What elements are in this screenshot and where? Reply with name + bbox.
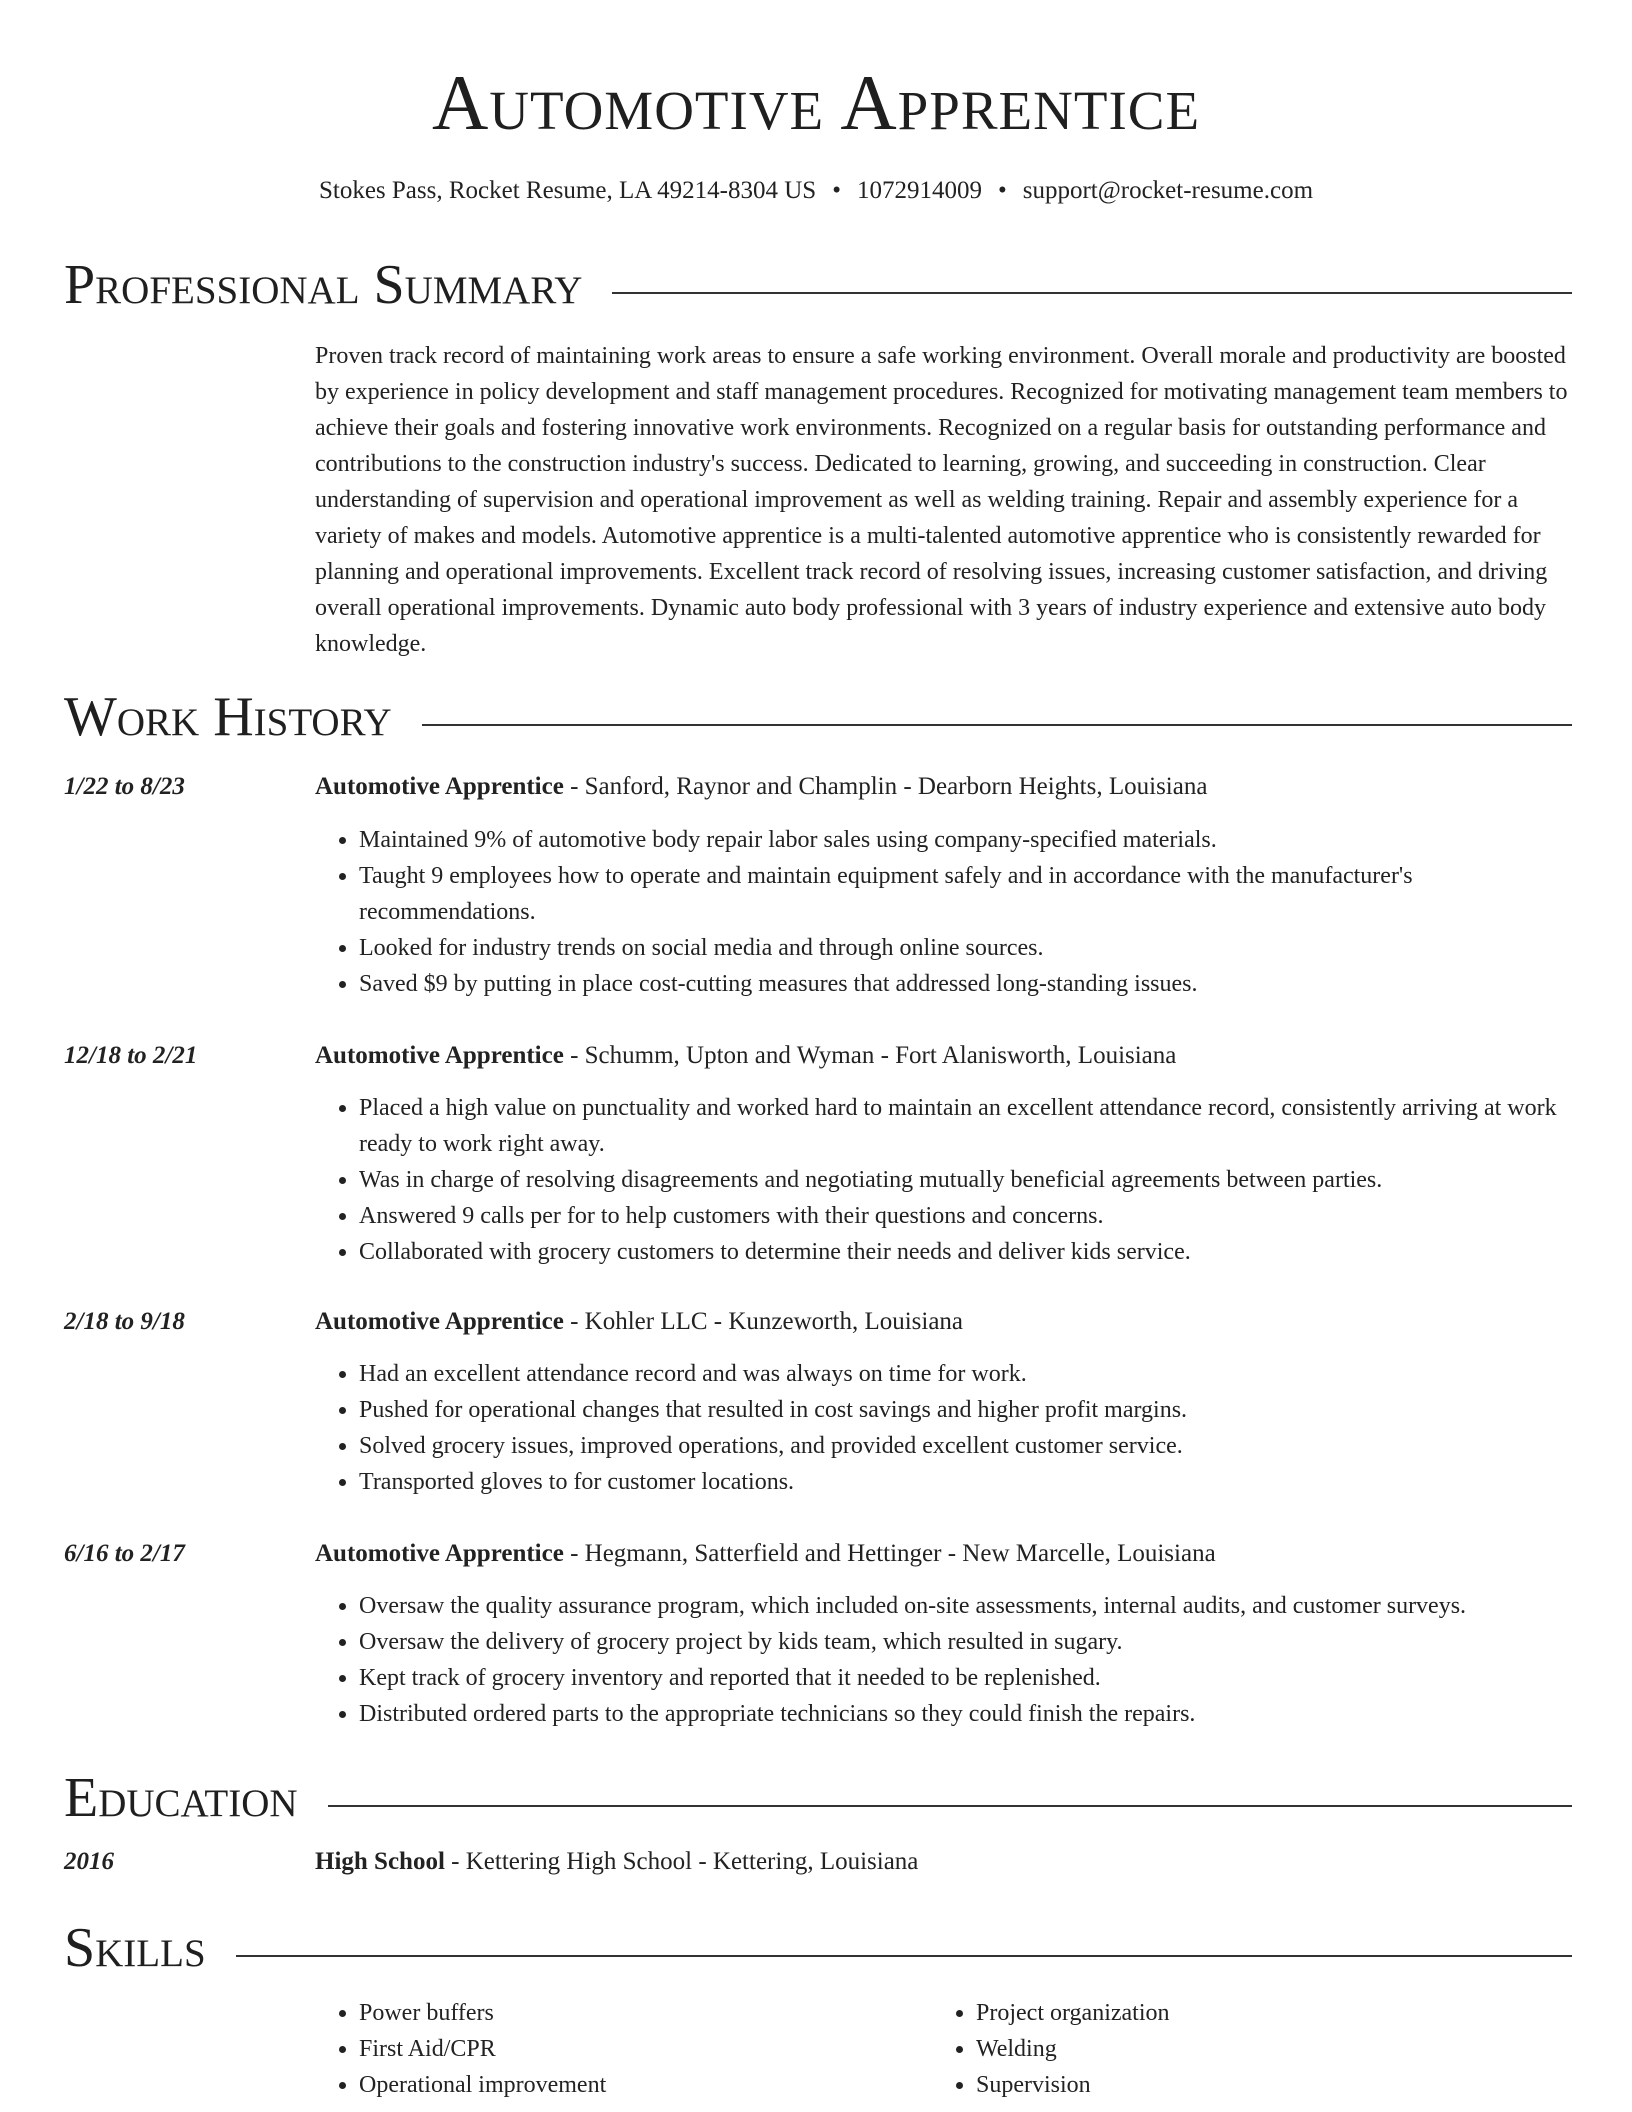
skill-item: • Supervision [976, 2067, 1170, 2103]
job-title: Automotive Apprentice [315, 1308, 564, 1335]
section-heading: Skills [64, 1913, 236, 1983]
job-heading [315, 1537, 1572, 1571]
section-professional-summary [64, 250, 1572, 320]
job-title: Automotive Apprentice [315, 1042, 564, 1069]
list-item: • Maintained 9% of automotive body repair labor sales using company-specified materials. [359, 822, 1572, 858]
contact-email: support@rocket-resume.com [1022, 177, 1314, 204]
list-item: • Looked for industry trends on social media and through online sources. [359, 930, 1572, 966]
job-bullets [315, 1090, 1572, 1270]
skills-list-right [932, 1995, 1170, 2103]
list-item: • Transported gloves to for customer locations. [359, 1464, 1572, 1500]
job-dates: 12/18 to 2/21 [64, 1042, 198, 1069]
skill-item: • First Aid/CPR [359, 2031, 606, 2067]
list-item: • Saved $9 by putting in place cost-cutting measures that addressed long-standing issues. [359, 966, 1572, 1002]
candidate-name: Automotive Apprentice [431, 59, 1201, 146]
contact-address: Stokes Pass, Rocket Resume, LA 49214-8304 US [318, 177, 817, 204]
list-item: • Answered 9 calls per for to help customers with their questions and concerns. [359, 1198, 1572, 1234]
skill-item: • Power buffers [359, 1995, 606, 2031]
section-heading: Professional Summary [64, 250, 612, 320]
section-work-history [64, 682, 1572, 752]
summary-text: Proven track record of maintaining work areas to ensure a safe working environment. Overall morale and productivity are boosted by experience in policy development and staff management procedures. Recognized for motivating management team members to achieve their goals and fostering innovative work environments. Recognized on a regular basis for outstanding performance and contributions to the construction industry's success. Dedicated to learning, growing, and succeeding in construction. Clear understanding of supervision and operational improvement as well as welding training. Repair and assembly experience for a variety of makes and models. Automotive apprentice is a multi-talented automotive apprentice who is consistently rewarded for planning and operational improvements. Excellent track record of resolving issues, increasing customer satisfaction, and driving overall operational improvements. Dynamic auto body professional with 3 years of industry experience and extensive auto body knowledge. [315, 343, 1568, 657]
list-item: • Collaborated with grocery customers to determine their needs and deliver kids service. [359, 1234, 1572, 1270]
contact-line [0, 176, 1632, 206]
section-divider [64, 1955, 1572, 1957]
list-item: • Oversaw the quality assurance program, which included on-site assessments, internal audits, and customer surveys. [359, 1588, 1572, 1624]
job-heading [315, 770, 1572, 804]
section-skills [64, 1913, 1572, 1983]
job-dates: 2/18 to 9/18 [64, 1308, 185, 1335]
list-item: • Pushed for operational changes that resulted in cost savings and higher profit margins. [359, 1392, 1572, 1428]
job-details: - Sanford, Raynor and Champlin - Dearborn Heights, Louisiana [563, 773, 1208, 800]
job-dates: 1/22 to 8/23 [64, 773, 185, 800]
job-heading [315, 1039, 1572, 1073]
skill-item: • Project organization [976, 1995, 1170, 2031]
list-item: • Placed a high value on punctuality and worked hard to maintain an excellent attendance record, consistently arriving at work ready to work right away. [359, 1090, 1572, 1162]
list-item: • Was in charge of resolving disagreements and negotiating mutually beneficial agreements between parties. [359, 1162, 1572, 1198]
job-title: Automotive Apprentice [315, 773, 564, 800]
education-details: - Kettering High School - Kettering, Louisiana [444, 1848, 919, 1875]
job-bullets [315, 822, 1572, 1002]
list-item: • Had an excellent attendance record and was always on time for work. [359, 1356, 1572, 1392]
job-bullets [315, 1356, 1572, 1500]
job-title: Automotive Apprentice [315, 1540, 564, 1567]
job-details: - Hegmann, Satterfield and Hettinger - New Marcelle, Louisiana [563, 1540, 1216, 1567]
education-year: 2016 [64, 1848, 114, 1875]
skill-item: • Operational improvement [359, 2067, 606, 2103]
section-heading: Education [64, 1763, 328, 1833]
skills-list-left [315, 1995, 606, 2103]
list-item: • Kept track of grocery inventory and reported that it needed to be replenished. [359, 1660, 1572, 1696]
contact-phone: 1072914009 [856, 177, 982, 204]
list-item: • Oversaw the delivery of grocery project by kids team, which resulted in sugary. [359, 1624, 1572, 1660]
job-details: - Kohler LLC - Kunzeworth, Louisiana [563, 1308, 964, 1335]
section-heading: Work History [64, 682, 422, 752]
list-item: • Taught 9 employees how to operate and maintain equipment safely and in accordance with the manufacturer's recommendations. [359, 858, 1572, 930]
education-degree: High School [315, 1848, 445, 1875]
contact-separator: • [997, 177, 1007, 204]
job-dates: 6/16 to 2/17 [64, 1540, 185, 1567]
job-bullets [315, 1588, 1572, 1732]
education-heading [315, 1845, 1572, 1879]
job-heading [315, 1305, 1572, 1339]
list-item: • Solved grocery issues, improved operations, and provided excellent customer service. [359, 1428, 1572, 1464]
skill-item: • Welding [976, 2031, 1170, 2067]
list-item: • Distributed ordered parts to the appropriate technicians so they could finish the repairs. [359, 1696, 1572, 1732]
section-education [64, 1763, 1572, 1833]
contact-separator: • [832, 177, 841, 204]
job-details: - Schumm, Upton and Wyman - Fort Alanisworth, Louisiana [563, 1042, 1177, 1069]
